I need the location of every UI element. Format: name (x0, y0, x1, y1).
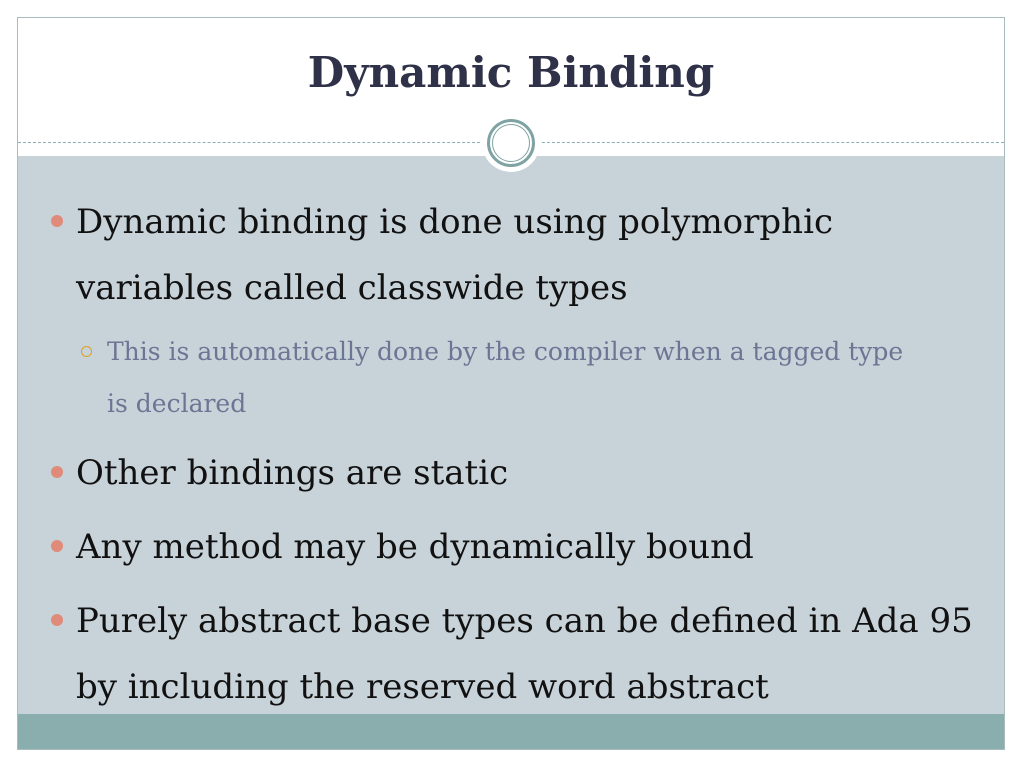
sub-bullet-line: is declared (107, 389, 247, 418)
bullet-item (76, 514, 976, 580)
bullet-line: Dynamic binding is done using polymorphic (76, 202, 833, 242)
bullet-dot-icon (51, 215, 63, 227)
bullet-line: Any method may be dynamically bound (76, 527, 754, 567)
bullet-line: variables called classwide types (76, 268, 628, 308)
sub-bullet-line: This is automatically done by the compiler when a tagged type (107, 337, 904, 366)
content-area (18, 156, 1004, 716)
footer-bar (18, 714, 1004, 749)
bullet-dot-icon (51, 466, 63, 478)
bullet-item (76, 440, 976, 506)
bullet-item (76, 189, 976, 321)
slide-frame (17, 17, 1005, 750)
bullet-dot-icon (51, 540, 63, 552)
bullet-item (76, 588, 976, 720)
bullet-line: Other bindings are static (76, 453, 509, 493)
bullet-line: Purely abstract base types can be defined in Ada 95 (76, 601, 973, 641)
slide-title: Dynamic Binding (307, 48, 715, 97)
bullet-dot-icon (51, 614, 63, 626)
ornament-inner-ring (492, 124, 530, 162)
bullet-line: by including the reserved word abstract (76, 667, 769, 707)
sub-bullet-ring-icon (81, 346, 92, 357)
sub-bullet-item (107, 326, 987, 430)
